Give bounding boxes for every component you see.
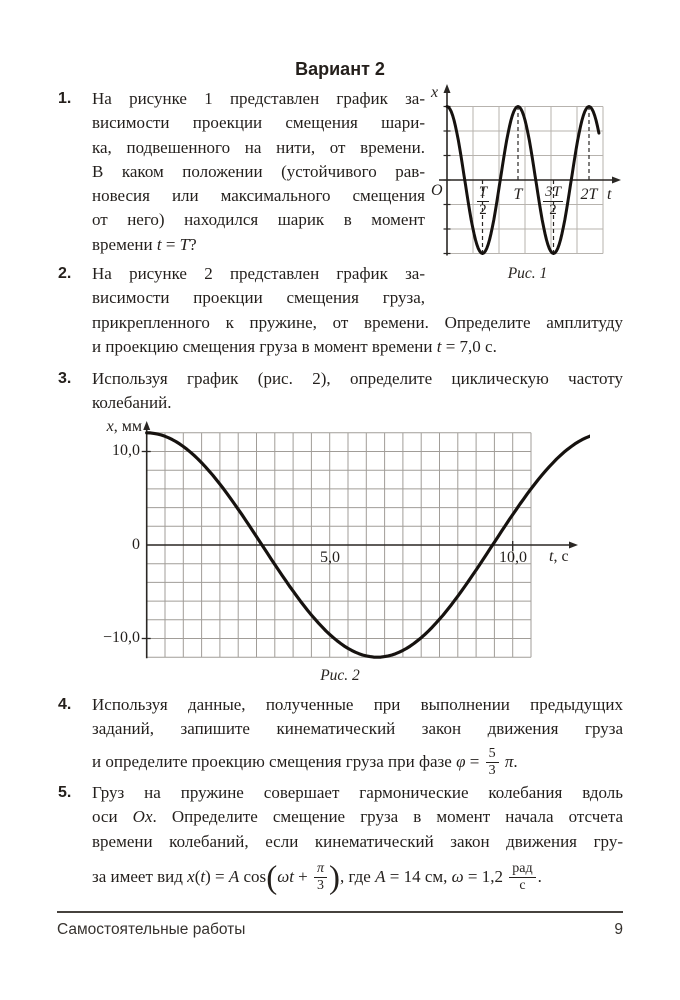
- text-line: времени t = T?: [92, 234, 197, 254]
- fig1-tick-2T: 2T: [580, 186, 598, 203]
- fig2-y-axis-label: x, мм: [106, 418, 142, 435]
- text-line: ка, подвешенного на нити, от времени.: [92, 137, 425, 157]
- fig2-ytick-10: 10,0: [112, 442, 140, 459]
- text-line: На рисунке 1 представлен график за-: [92, 89, 425, 108]
- fig1-plot: [430, 82, 630, 262]
- text-line: прикрепленного к пружине, от времени. Определите амплитуду: [92, 312, 623, 332]
- fig1-tick-T: T: [513, 186, 523, 203]
- fig1-x-axis-label: t: [607, 186, 612, 203]
- page-title: Вариант 2: [295, 59, 385, 79]
- text-line: В каком положении (устойчивого рав-: [92, 161, 425, 181]
- problem-text: [92, 367, 624, 416]
- fig1-y-axis-label: x: [431, 84, 439, 101]
- fig2-caption: Рис. 2: [320, 667, 360, 684]
- fig1-caption: Рис. 1: [507, 265, 548, 282]
- fig2-plot: [90, 418, 590, 663]
- problem-5: [58, 781, 624, 900]
- fig2-xtick-10: 10,0: [499, 549, 527, 566]
- text-line: новесия или максимального смещения: [92, 186, 425, 206]
- figure-2: [90, 418, 600, 668]
- fig2-ytick-0: 0: [132, 536, 140, 553]
- fig1-tick-3T-half: 3T 2: [545, 184, 561, 218]
- problem-number: 3.: [58, 370, 72, 387]
- problem-text: [92, 693, 624, 782]
- fig1-origin-label: O: [431, 182, 443, 199]
- text-line: оси Ox. Определите смещение груза в момент начала отсчета: [92, 807, 623, 827]
- problem-number: 1.: [58, 90, 72, 107]
- text-line: висимости проекции смещения шари-: [92, 113, 425, 133]
- problem-4: [58, 693, 624, 782]
- text-line: Используя данные, полученные при выполнении предыдущих: [92, 695, 623, 714]
- text-line: колебаний.: [92, 393, 172, 413]
- problem-number: 4.: [58, 696, 72, 713]
- problem-number: 2.: [58, 265, 72, 282]
- page-number: 9: [614, 921, 623, 938]
- fig2-x-axis-label: t, с: [549, 548, 569, 565]
- text-line: заданий, запишите кинематический закон движения груза: [92, 719, 623, 739]
- figure-1: [430, 82, 630, 294]
- text-line: Используя график (рис. 2), определите циклическую частоту: [92, 369, 623, 388]
- text-line: за имеет вид x(t) = A cos(ωt + $\frac{\pi}{3}$ ), где A = 14 см, ω = 1,2 $\frac{\text{рад}}{с}$ .: [92, 859, 542, 896]
- text-line: и проекцию смещения груза в момент времени t = 7,0 с.: [92, 336, 497, 356]
- text-line: висимости проекции смещения груза,: [92, 288, 425, 308]
- fig2-xtick-5: 5,0: [320, 549, 340, 566]
- text-line: от него) находился шарик в момент: [92, 210, 425, 230]
- text-line: Груз на пружине совершает гармонические колебания вдоль: [92, 783, 623, 802]
- fig1-tick-T-half: T 2: [478, 184, 488, 218]
- fig2-ytick-minus10: −10,0: [102, 629, 140, 646]
- problem-3: [58, 367, 624, 416]
- text-line: и определите проекцию смещения груза при фазе φ = $\frac{5}{3}$ π.: [92, 745, 518, 779]
- footer-section-title: Самостоятельные работы: [57, 921, 246, 938]
- page-footer: [57, 911, 623, 939]
- problem-text: [92, 781, 624, 900]
- text-line: На рисунке 2 представлен график за-: [92, 264, 425, 283]
- problem-number: 5.: [58, 784, 72, 801]
- text-line: времени колебаний, если кинематический закон движения гру-: [92, 831, 623, 851]
